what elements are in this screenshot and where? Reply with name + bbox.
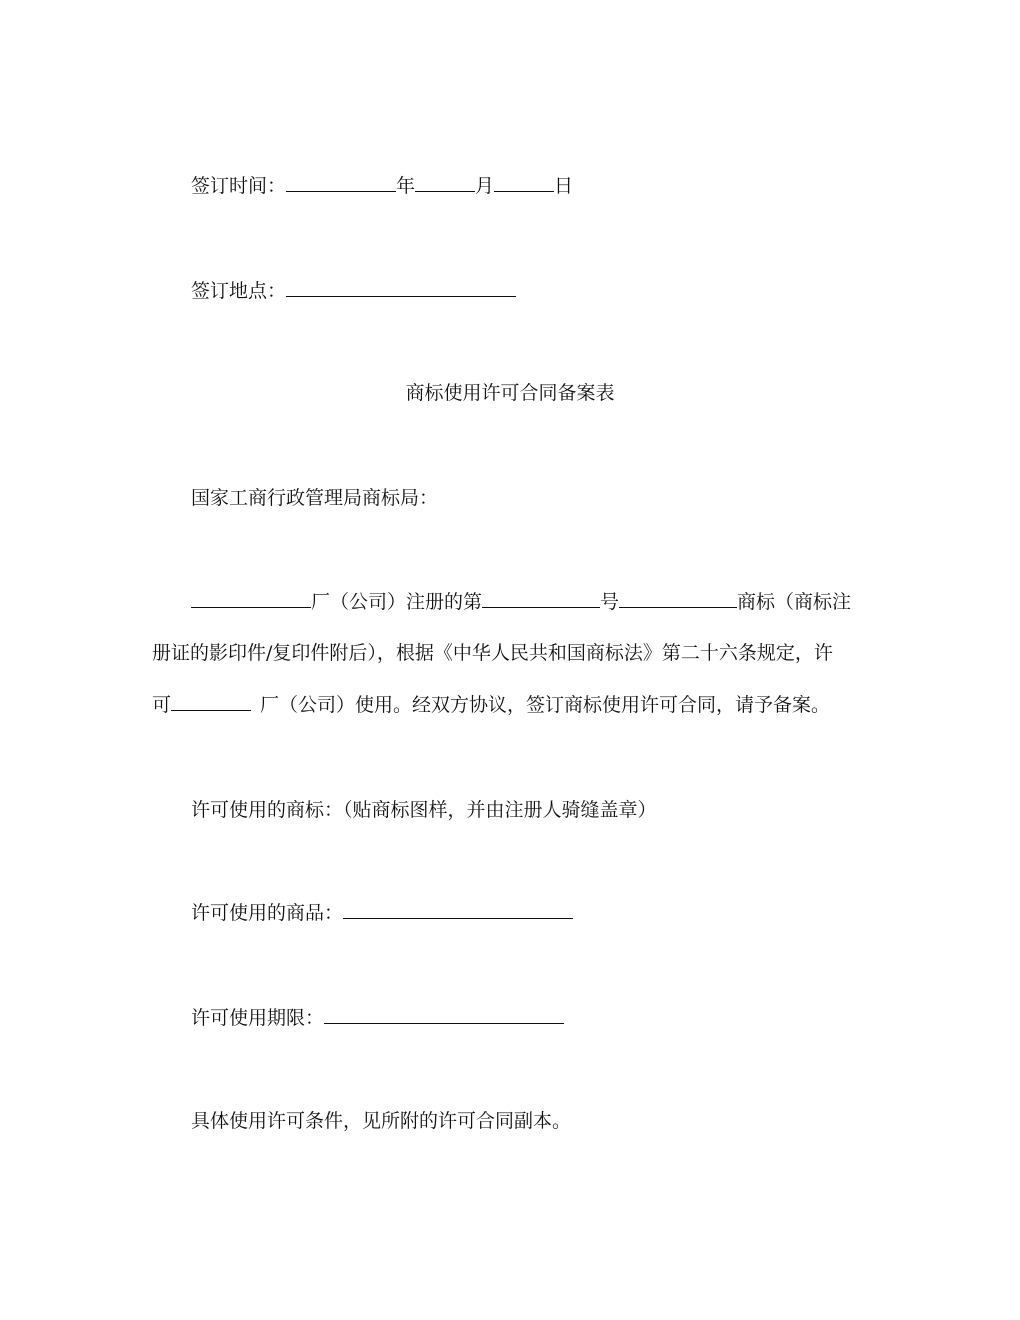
signing-day-blank[interactable] — [494, 173, 554, 192]
year-label: 年 — [396, 175, 416, 197]
licensed-goods-blank[interactable] — [343, 900, 573, 919]
month-label: 月 — [475, 175, 495, 197]
registration-number-blank[interactable] — [482, 589, 600, 608]
body-text-1b: 号 — [600, 591, 620, 613]
signing-time-line — [191, 173, 573, 199]
license-term-label: 许可使用期限： — [191, 1007, 325, 1029]
licensor-name-blank[interactable] — [191, 589, 311, 608]
closing-statement: 具体使用许可条件，见所附的许可合同副本。 — [191, 1110, 572, 1132]
addressee: 国家工商行政管理局商标局： — [191, 487, 439, 509]
signing-month-blank[interactable] — [415, 173, 475, 192]
signing-place-label: 签订地点： — [191, 280, 287, 302]
body-text-1c: 商标（商标注 — [737, 591, 852, 613]
body-line-2: 册证的影印件/复印件附后），根据《中华人民共和国商标法》第二十六条规定，许 — [152, 642, 833, 664]
body-text-3a: 可 — [152, 694, 172, 716]
license-term-blank[interactable] — [324, 1005, 564, 1024]
body-text-1a: 厂（公司）注册的第 — [311, 591, 483, 613]
signing-place-line — [191, 278, 516, 304]
licensed-trademark-line: 许可使用的商标：（贴商标图样，并由注册人骑缝盖章） — [191, 799, 657, 821]
licensed-goods-line — [191, 900, 573, 926]
signing-time-label: 签订时间： — [191, 175, 287, 197]
trademark-name-blank[interactable] — [619, 589, 737, 608]
body-line-1 — [191, 589, 851, 615]
signing-place-blank[interactable] — [286, 278, 516, 297]
form-title: 商标使用许可合同备案表 — [405, 382, 615, 404]
body-text-3b: 厂（公司）使用。经双方协议，签订商标使用许可合同，请予备案。 — [260, 694, 831, 716]
signing-year-blank[interactable] — [286, 173, 396, 192]
body-line-3 — [152, 692, 830, 718]
licensed-goods-label: 许可使用的商品： — [191, 902, 344, 924]
licensee-name-blank[interactable] — [171, 692, 251, 711]
license-term-line — [191, 1005, 564, 1031]
day-label: 日 — [554, 175, 574, 197]
